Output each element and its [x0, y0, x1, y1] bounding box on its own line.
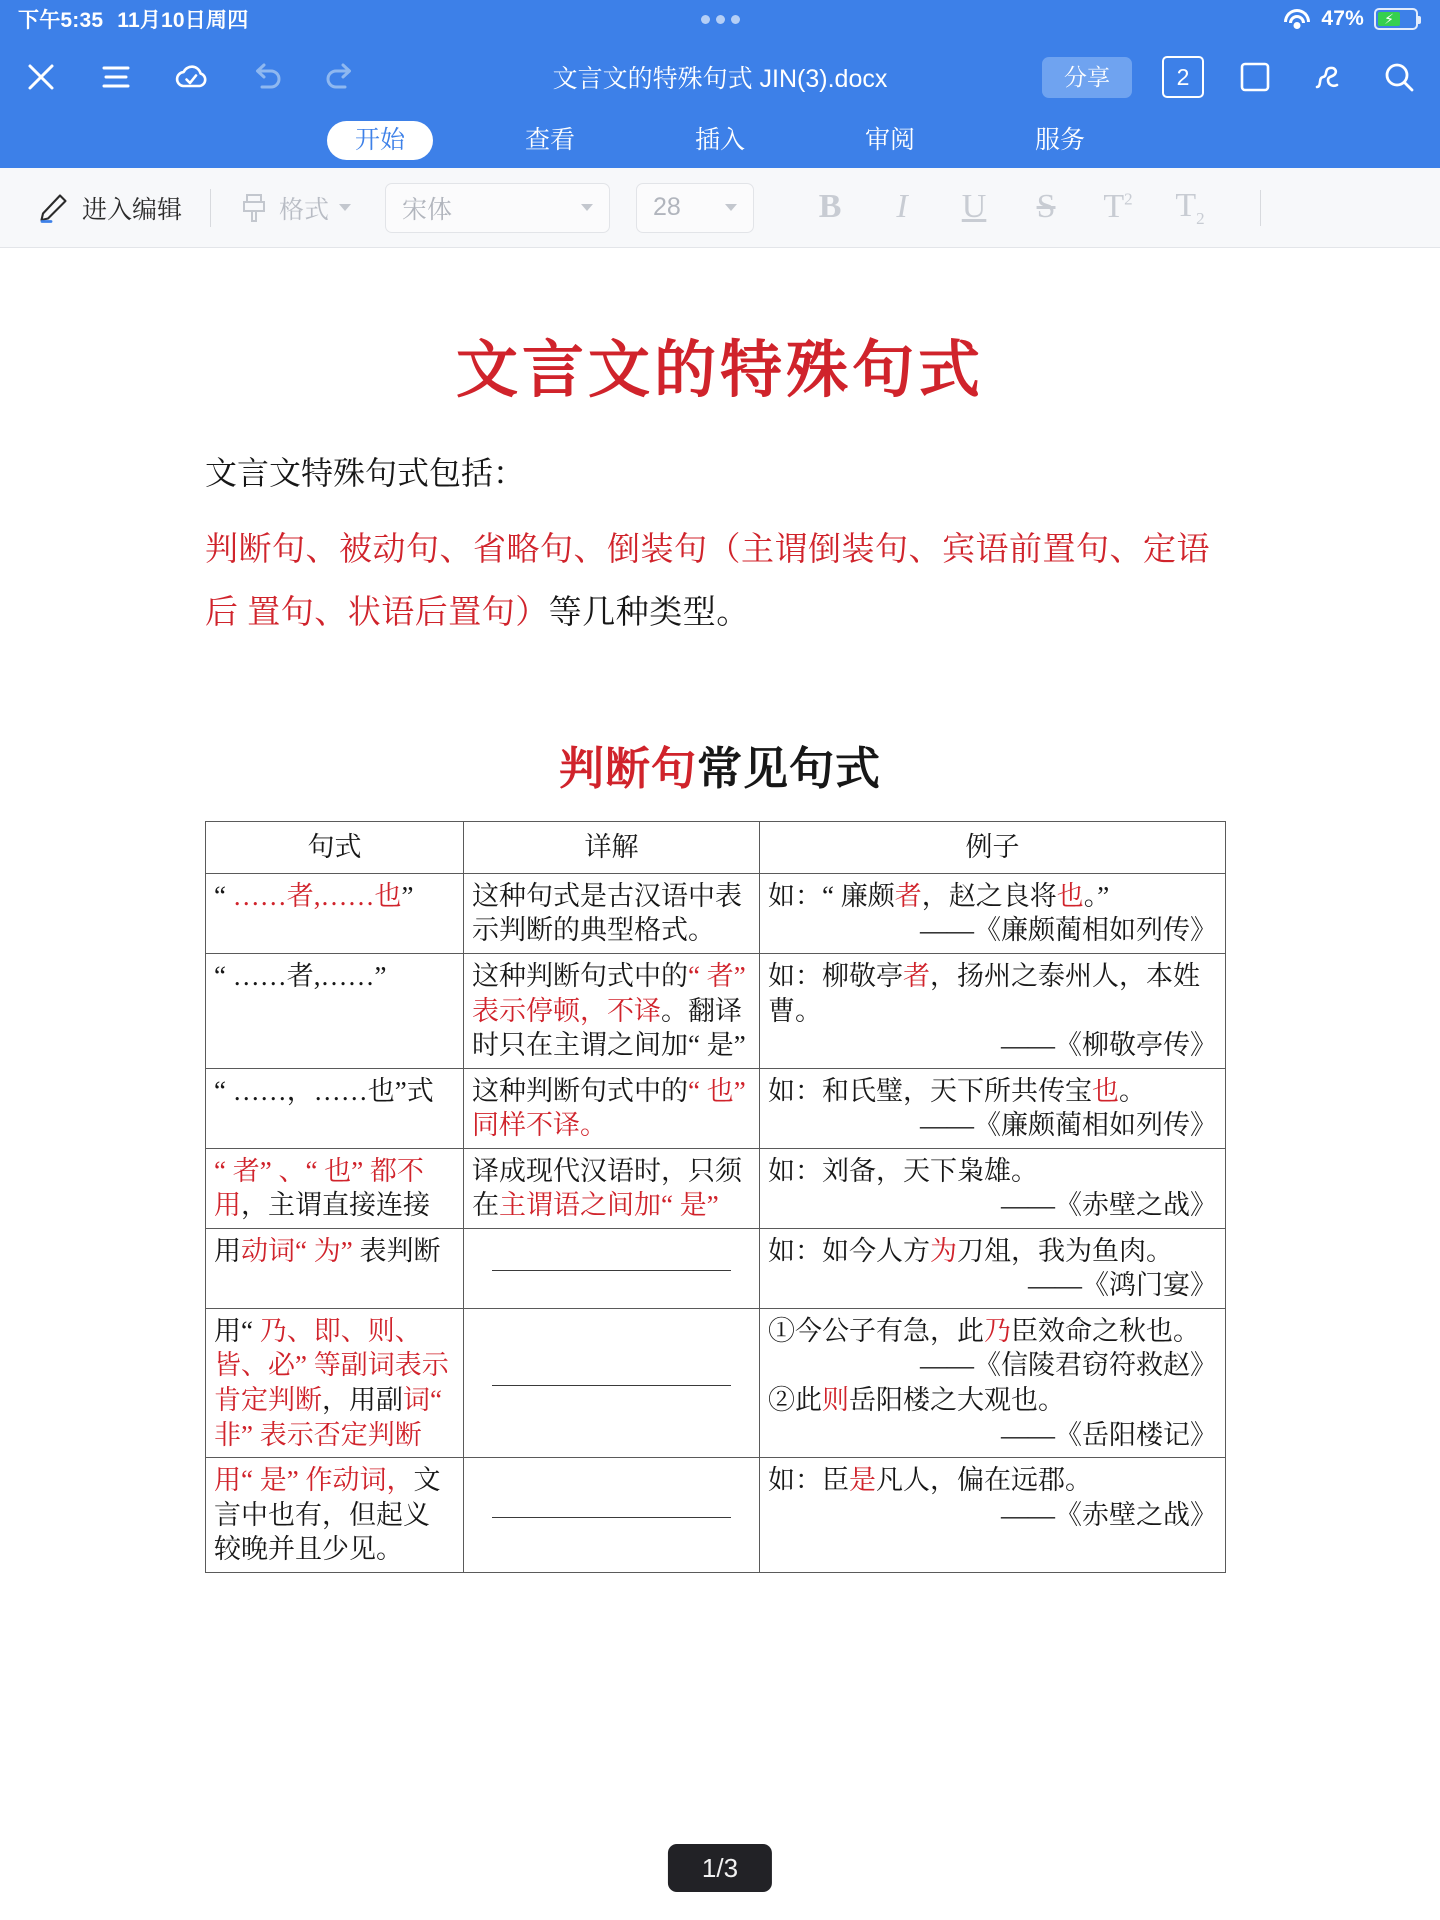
example-segment: ——《鸿门宴》 [1028, 1270, 1217, 1301]
hamburger-menu-icon[interactable] [95, 56, 137, 98]
format-brush-icon [239, 192, 269, 224]
cell-detail [464, 1148, 760, 1228]
pattern-segment: ，主谓直接连接 [241, 1190, 430, 1221]
example-segment: 。” [1083, 880, 1110, 911]
example-segment: 如：如今人方 [768, 1235, 930, 1266]
column-header-example: 例子 [760, 822, 1226, 874]
chevron-down-icon [339, 204, 351, 211]
example-segment: 者 [894, 880, 922, 911]
example-line [768, 1188, 1217, 1223]
example-line [768, 1268, 1217, 1303]
section-heading-black: 常见句式 [697, 744, 882, 795]
sentence-pattern-table [205, 821, 1226, 1572]
table-header-row [206, 822, 1226, 874]
status-notification-dots [0, 15, 1440, 24]
cell-example [760, 1068, 1226, 1148]
page-indicator: 1/3 [668, 1844, 772, 1892]
document-title: 文言文的特殊句式 JIN(3).docx [552, 65, 888, 93]
example-line [768, 913, 1217, 948]
undo-icon[interactable] [245, 56, 287, 98]
cell-detail [464, 873, 760, 953]
detail-segment: 译成现代汉语时，只须在 [472, 1155, 742, 1221]
table-row [206, 1458, 1226, 1573]
table-row [206, 1228, 1226, 1308]
example-line [768, 1348, 1217, 1383]
cell-example [760, 1458, 1226, 1573]
example-line [768, 1154, 1217, 1189]
types-line-1: 判断句、被动句、省略句、倒装句（主谓倒装句、宾语前置句、定语 [205, 532, 1210, 568]
example-line [768, 1463, 1217, 1498]
table-row [206, 954, 1226, 1069]
cell-detail [464, 1068, 760, 1148]
page-count-badge[interactable]: 2 [1162, 56, 1204, 98]
tab-review[interactable]: 审阅 [865, 125, 916, 154]
detail-segment: 。翻译时只在主谓之间加“ 是” [472, 995, 746, 1061]
section-heading [205, 732, 1235, 797]
detail-segment: 这种判断句式中的 [472, 1075, 688, 1106]
example-segment: ②此 [768, 1385, 822, 1416]
example-segment: 岳阳楼之大观也。 [849, 1385, 1065, 1416]
header-right-actions [1042, 56, 1420, 98]
pattern-segment: “ 者” 、“ 也” 都不用 [214, 1155, 424, 1221]
cell-detail [464, 1458, 760, 1573]
example-segment: 者 [903, 961, 930, 992]
cell-pattern [206, 1148, 464, 1228]
detail-segment: 这种句式是古汉语中表示判断的典型格式。 [472, 880, 742, 946]
cell-pattern [206, 1228, 464, 1308]
search-icon[interactable] [1378, 56, 1420, 98]
cloud-saved-icon[interactable] [170, 56, 212, 98]
redo-icon[interactable] [320, 56, 362, 98]
text-style-buttons [794, 186, 1226, 228]
section-heading-red: 判断句 [558, 744, 697, 795]
battery-charging-icon: ⚡ [1374, 8, 1418, 30]
column-header-detail: 详解 [464, 822, 760, 874]
example-segment: ，扬州之泰州人，本姓曹。 [768, 961, 1200, 1026]
cell-pattern [206, 873, 464, 953]
status-date: 11月10日周四 [117, 9, 249, 32]
cell-pattern [206, 1458, 464, 1573]
types-paragraph [205, 519, 1235, 644]
example-line [768, 1418, 1217, 1453]
font-family-value: 宋体 [402, 195, 453, 224]
pattern-segment: ，用副 [322, 1385, 403, 1416]
toolbar-divider [210, 189, 211, 227]
cell-example [760, 1308, 1226, 1457]
strikethrough-button[interactable]: S [1036, 188, 1056, 226]
empty-dash-line [492, 1517, 732, 1518]
example-segment: 如：臣 [768, 1465, 849, 1496]
share-button[interactable]: 分享 [1042, 57, 1132, 98]
pattern-segment: 词“ 非” 表示否定判断 [214, 1385, 442, 1450]
enter-edit-button[interactable] [36, 190, 182, 226]
cell-detail [464, 954, 760, 1069]
pattern-segment: 用“ [214, 1315, 260, 1346]
bold-button[interactable]: B [818, 188, 842, 226]
example-segment: 则 [822, 1385, 849, 1416]
example-segment: 也 [1056, 880, 1084, 911]
cell-pattern [206, 954, 464, 1069]
pattern-segment: 用 [214, 1235, 241, 1266]
close-icon[interactable] [20, 56, 62, 98]
example-segment: 为 [930, 1235, 957, 1266]
empty-dash-line [492, 1270, 732, 1271]
cell-pattern [206, 1308, 464, 1457]
example-segment: ——《赤壁之战》 [1001, 1499, 1217, 1530]
cell-pattern [206, 1068, 464, 1148]
table-row [206, 1308, 1226, 1457]
example-segment: 如：“ 廉颇 [768, 880, 895, 911]
example-segment: ——《廉颇蔺相如列传》 [920, 915, 1217, 946]
tab-insert[interactable]: 插入 [694, 125, 745, 154]
detail-segment: “ 者” 表示停顿，不译 [472, 961, 746, 1026]
tab-start[interactable]: 开始 [327, 121, 433, 160]
example-segment: ——《赤壁之战》 [1001, 1190, 1217, 1221]
pencil-icon [36, 191, 70, 225]
document-page [0, 320, 1440, 1573]
font-size-select[interactable] [636, 183, 754, 233]
battery-percent-label: 47% [1321, 7, 1364, 30]
cell-detail [464, 1228, 760, 1308]
chevron-down-icon [725, 204, 737, 211]
document-canvas[interactable] [0, 248, 1440, 1920]
table-row [206, 1148, 1226, 1228]
table-row [206, 873, 1226, 953]
cell-example [760, 1228, 1226, 1308]
example-segment: 凡人，偏在远郡。 [876, 1465, 1092, 1496]
example-segment: ，赵之良将 [921, 880, 1057, 911]
example-line [768, 1234, 1217, 1269]
wifi-icon [1283, 9, 1311, 30]
example-line [768, 1383, 1217, 1418]
format-toolbar [0, 168, 1440, 248]
cell-example [760, 1148, 1226, 1228]
example-segment: ——《廉颇蔺相如列传》 [920, 1110, 1217, 1141]
ribbon-tab-bar [0, 116, 1440, 168]
example-segment: 臣效命之秋也。 [1011, 1315, 1200, 1346]
dot [716, 15, 725, 24]
example-segment: 刀俎，我为鱼肉。 [957, 1235, 1173, 1266]
pattern-segment: “ ……，……也”式 [214, 1075, 434, 1106]
pattern-segment: 乃、即、则、皆、必” 等副词表示肯定判断 [214, 1315, 449, 1416]
pattern-segment: 文言中也有，但起义较晚并且少见。 [214, 1465, 441, 1565]
font-family-select[interactable] [385, 183, 610, 233]
example-segment: 是 [849, 1465, 876, 1496]
superscript-button[interactable]: $T^2$ [1103, 188, 1133, 226]
app-header [0, 38, 1440, 116]
pattern-segment: ” [401, 880, 414, 911]
font-size-value: 28 [653, 193, 681, 221]
tab-view[interactable]: 查看 [524, 125, 575, 154]
example-line [768, 1498, 1217, 1533]
example-segment: ①今公子有急，此 [768, 1315, 984, 1346]
subscript-button[interactable]: $T_2$ [1175, 186, 1205, 228]
example-line [768, 879, 1217, 914]
dot [701, 15, 710, 24]
intro-paragraph: 文言文特殊句式包括： [205, 455, 526, 491]
status-time: 下午5:35 [18, 9, 104, 32]
cell-detail [464, 1308, 760, 1457]
header-left-icons [20, 56, 362, 98]
example-segment: ——《柳敬亭传》 [1001, 1030, 1217, 1061]
table-row [206, 1068, 1226, 1148]
types-line-2-black: 等几种类型。 [548, 594, 750, 631]
format-brush-button[interactable] [239, 190, 351, 226]
cell-example [760, 873, 1226, 953]
cell-example [760, 954, 1226, 1069]
example-segment: ——《岳阳楼记》 [1001, 1419, 1217, 1450]
pattern-segment: ……者,……也 [232, 880, 402, 911]
example-segment: 如：刘备，天下枭雄。 [768, 1155, 1038, 1186]
tab-service[interactable]: 服务 [1035, 125, 1086, 154]
underline-button[interactable]: U [961, 188, 987, 226]
example-line [768, 1074, 1217, 1109]
pattern-segment: 动词“ 为” [241, 1235, 353, 1266]
dot [731, 15, 740, 24]
toolbar-divider-end [1260, 190, 1261, 226]
example-line [768, 1028, 1217, 1063]
table-body [206, 873, 1226, 1572]
italic-button[interactable]: I [896, 188, 908, 226]
pattern-segment: “ [214, 880, 233, 911]
detail-segment: 这种判断句式中的 [472, 961, 688, 992]
example-line [768, 959, 1217, 1028]
page-title: 文言文的特殊句式 [455, 337, 984, 405]
pattern-segment: 用“ 是” 作动词， [214, 1465, 414, 1496]
fullscreen-icon[interactable] [1234, 56, 1276, 98]
pattern-segment: 表判断 [352, 1235, 441, 1266]
example-segment: ——《信陵君窃符救赵》 [920, 1350, 1217, 1381]
example-line [768, 1108, 1217, 1143]
column-header-pattern: 句式 [206, 822, 464, 874]
example-segment: 乃 [984, 1315, 1011, 1346]
enter-edit-label: 进入编辑 [82, 195, 183, 224]
example-segment: 如：柳敬亭 [768, 961, 903, 992]
empty-dash-line [492, 1385, 732, 1386]
example-segment: 也 [1092, 1075, 1119, 1106]
format-label: 格式 [279, 195, 330, 224]
status-bar [0, 0, 1440, 38]
types-line-2-red: 后 置句、状语后置句） [205, 594, 549, 631]
detail-segment: “ 也” 同样不译。 [472, 1075, 746, 1141]
example-segment: 。 [1119, 1075, 1146, 1106]
example-line [768, 1314, 1217, 1349]
detail-segment: 主谓语之间加“ 是” [499, 1190, 719, 1221]
chevron-down-icon [581, 204, 593, 211]
pattern-segment: “ ……者,……” [214, 961, 387, 992]
example-segment: 如：和氏璧，天下所共传宝 [768, 1075, 1092, 1106]
ink-pen-icon[interactable] [1306, 56, 1348, 98]
